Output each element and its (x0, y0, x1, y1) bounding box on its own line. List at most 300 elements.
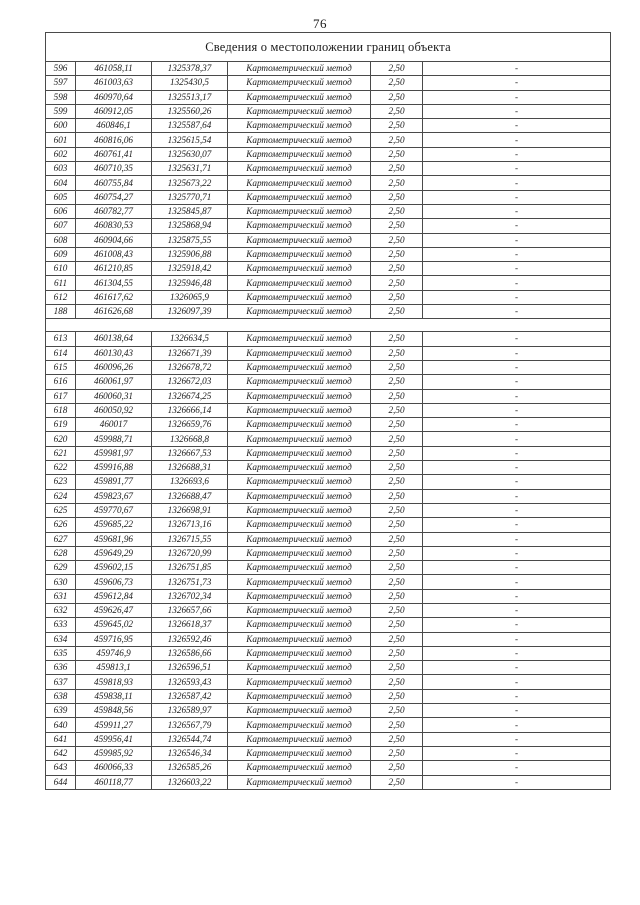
description-cell: - (423, 746, 611, 760)
precision-cell: 2,50 (371, 62, 423, 76)
section-separator-row (46, 319, 611, 332)
description-cell: - (423, 546, 611, 560)
coordinate-x-cell: 461617,62 (76, 290, 152, 304)
table-row (46, 176, 611, 190)
method-cell: Картометрический метод (228, 561, 371, 575)
precision-cell: 2,50 (371, 360, 423, 374)
method-cell: Картометрический метод (228, 204, 371, 218)
method-cell: Картометрический метод (228, 675, 371, 689)
method-cell: Картометрический метод (228, 147, 371, 161)
point-number-cell: 621 (46, 446, 76, 460)
method-cell: Картометрический метод (228, 618, 371, 632)
boundary-coordinates-table (45, 32, 611, 790)
table-row (46, 147, 611, 161)
coordinate-y-cell: 1326678,72 (152, 360, 228, 374)
coordinate-x-cell: 461003,63 (76, 76, 152, 90)
table-row (46, 247, 611, 261)
coordinate-y-cell: 1325560,26 (152, 104, 228, 118)
description-cell: - (423, 475, 611, 489)
point-number-cell: 602 (46, 147, 76, 161)
precision-cell: 2,50 (371, 332, 423, 346)
description-cell: - (423, 62, 611, 76)
coordinate-x-cell: 459813,1 (76, 661, 152, 675)
coordinate-x-cell: 459818,93 (76, 675, 152, 689)
method-cell: Картометрический метод (228, 532, 371, 546)
point-number-cell: 620 (46, 432, 76, 446)
precision-cell: 2,50 (371, 461, 423, 475)
description-cell: - (423, 276, 611, 290)
coordinate-y-cell: 1326668,8 (152, 432, 228, 446)
description-cell: - (423, 119, 611, 133)
table-row (46, 489, 611, 503)
coordinate-y-cell: 1325631,71 (152, 162, 228, 176)
coordinate-x-cell: 460060,31 (76, 389, 152, 403)
coordinate-x-cell: 459606,73 (76, 575, 152, 589)
method-cell: Картометрический метод (228, 346, 371, 360)
description-cell: - (423, 689, 611, 703)
table-row (46, 646, 611, 660)
table-row (46, 389, 611, 403)
description-cell: - (423, 233, 611, 247)
description-cell: - (423, 418, 611, 432)
description-cell: - (423, 761, 611, 775)
point-number-cell: 616 (46, 375, 76, 389)
precision-cell: 2,50 (371, 204, 423, 218)
description-cell: - (423, 262, 611, 276)
coordinate-y-cell: 1326751,85 (152, 561, 228, 575)
precision-cell: 2,50 (371, 646, 423, 660)
precision-cell: 2,50 (371, 375, 423, 389)
description-cell: - (423, 603, 611, 617)
coordinate-x-cell: 459602,15 (76, 561, 152, 575)
precision-cell: 2,50 (371, 147, 423, 161)
point-number-cell: 606 (46, 204, 76, 218)
point-number-cell: 634 (46, 632, 76, 646)
point-number-cell: 613 (46, 332, 76, 346)
precision-cell: 2,50 (371, 661, 423, 675)
method-cell: Картометрический метод (228, 518, 371, 532)
precision-cell: 2,50 (371, 76, 423, 90)
coordinate-x-cell: 459685,22 (76, 518, 152, 532)
coordinate-y-cell: 1326546,34 (152, 746, 228, 760)
coordinate-y-cell: 1326688,31 (152, 461, 228, 475)
description-cell: - (423, 162, 611, 176)
method-cell: Картометрический метод (228, 603, 371, 617)
table-row (46, 689, 611, 703)
coordinate-y-cell: 1326674,25 (152, 389, 228, 403)
coordinate-x-cell: 460912,05 (76, 104, 152, 118)
method-cell: Картометрический метод (228, 247, 371, 261)
coordinate-x-cell: 460130,43 (76, 346, 152, 360)
coordinate-y-cell: 1325918,42 (152, 262, 228, 276)
table-row (46, 219, 611, 233)
method-cell: Картометрический метод (228, 575, 371, 589)
precision-cell: 2,50 (371, 746, 423, 760)
description-cell: - (423, 332, 611, 346)
table-row (46, 718, 611, 732)
coordinate-y-cell: 1326596,51 (152, 661, 228, 675)
point-number-cell: 600 (46, 119, 76, 133)
table-row (46, 290, 611, 304)
method-cell: Картометрический метод (228, 119, 371, 133)
table-title-row (46, 33, 611, 62)
point-number-cell: 637 (46, 675, 76, 689)
coordinate-x-cell: 459716,95 (76, 632, 152, 646)
point-number-cell: 622 (46, 461, 76, 475)
coordinate-y-cell: 1325673,22 (152, 176, 228, 190)
description-cell: - (423, 176, 611, 190)
table-row (46, 76, 611, 90)
coordinate-x-cell: 460061,97 (76, 375, 152, 389)
method-cell: Картометрический метод (228, 375, 371, 389)
table-row (46, 603, 611, 617)
precision-cell: 2,50 (371, 90, 423, 104)
coordinate-x-cell: 459911,27 (76, 718, 152, 732)
description-cell: - (423, 446, 611, 460)
point-number-cell: 624 (46, 489, 76, 503)
table-row (46, 262, 611, 276)
precision-cell: 2,50 (371, 732, 423, 746)
point-number-cell: 632 (46, 603, 76, 617)
table-row (46, 190, 611, 204)
method-cell: Картометрический метод (228, 432, 371, 446)
precision-cell: 2,50 (371, 575, 423, 589)
precision-cell: 2,50 (371, 518, 423, 532)
description-cell: - (423, 290, 611, 304)
coordinate-x-cell: 461058,11 (76, 62, 152, 76)
coordinate-y-cell: 1326544,74 (152, 732, 228, 746)
coordinate-x-cell: 460782,77 (76, 204, 152, 218)
coordinate-y-cell: 1325513,17 (152, 90, 228, 104)
table-row (46, 62, 611, 76)
table-row (46, 589, 611, 603)
description-cell: - (423, 704, 611, 718)
coordinate-x-cell: 461304,55 (76, 276, 152, 290)
coordinate-x-cell: 459848,56 (76, 704, 152, 718)
precision-cell: 2,50 (371, 119, 423, 133)
coordinate-x-cell: 459746,9 (76, 646, 152, 660)
table-row (46, 233, 611, 247)
precision-cell: 2,50 (371, 305, 423, 319)
description-cell: - (423, 204, 611, 218)
point-number-cell: 609 (46, 247, 76, 261)
coordinate-y-cell: 1325587,64 (152, 119, 228, 133)
precision-cell: 2,50 (371, 262, 423, 276)
coordinate-y-cell: 1326671,39 (152, 346, 228, 360)
table-row (46, 661, 611, 675)
table-row (46, 732, 611, 746)
method-cell: Картометрический метод (228, 775, 371, 789)
table-row (46, 162, 611, 176)
method-cell: Картометрический метод (228, 76, 371, 90)
table-row (46, 375, 611, 389)
point-number-cell: 640 (46, 718, 76, 732)
description-cell: - (423, 632, 611, 646)
coordinate-x-cell: 459649,29 (76, 546, 152, 560)
precision-cell: 2,50 (371, 603, 423, 617)
coordinate-x-cell: 460830,53 (76, 219, 152, 233)
precision-cell: 2,50 (371, 276, 423, 290)
point-number-cell: 603 (46, 162, 76, 176)
description-cell: - (423, 561, 611, 575)
point-number-cell: 619 (46, 418, 76, 432)
precision-cell: 2,50 (371, 432, 423, 446)
method-cell: Картометрический метод (228, 133, 371, 147)
method-cell: Картометрический метод (228, 689, 371, 703)
separator-cell (46, 319, 611, 332)
point-number-cell: 612 (46, 290, 76, 304)
coordinate-x-cell: 460816,06 (76, 133, 152, 147)
table-row (46, 204, 611, 218)
point-number-cell: 626 (46, 518, 76, 532)
method-cell: Картометрический метод (228, 446, 371, 460)
coordinate-y-cell: 1325845,87 (152, 204, 228, 218)
point-number-cell: 638 (46, 689, 76, 703)
method-cell: Картометрический метод (228, 233, 371, 247)
coordinate-x-cell: 461008,43 (76, 247, 152, 261)
point-number-cell: 629 (46, 561, 76, 575)
precision-cell: 2,50 (371, 389, 423, 403)
description-cell: - (423, 346, 611, 360)
precision-cell: 2,50 (371, 418, 423, 432)
coordinate-x-cell: 459645,02 (76, 618, 152, 632)
point-number-cell: 188 (46, 305, 76, 319)
precision-cell: 2,50 (371, 290, 423, 304)
point-number-cell: 597 (46, 76, 76, 90)
coordinate-y-cell: 1326698,91 (152, 503, 228, 517)
coordinate-x-cell: 460755,84 (76, 176, 152, 190)
coordinate-y-cell: 1326702,34 (152, 589, 228, 603)
precision-cell: 2,50 (371, 133, 423, 147)
point-number-cell: 643 (46, 761, 76, 775)
table-row (46, 561, 611, 575)
method-cell: Картометрический метод (228, 475, 371, 489)
description-cell: - (423, 618, 611, 632)
point-number-cell: 598 (46, 90, 76, 104)
table-row (46, 133, 611, 147)
method-cell: Картометрический метод (228, 389, 371, 403)
table-row (46, 305, 611, 319)
precision-cell: 2,50 (371, 162, 423, 176)
coordinate-x-cell: 459981,97 (76, 446, 152, 460)
point-number-cell: 636 (46, 661, 76, 675)
coordinate-x-cell: 459916,88 (76, 461, 152, 475)
table-row (46, 104, 611, 118)
precision-cell: 2,50 (371, 475, 423, 489)
coordinate-x-cell: 460904,66 (76, 233, 152, 247)
point-number-cell: 604 (46, 176, 76, 190)
description-cell: - (423, 147, 611, 161)
coordinate-y-cell: 1326693,6 (152, 475, 228, 489)
method-cell: Картометрический метод (228, 104, 371, 118)
method-cell: Картометрический метод (228, 360, 371, 374)
point-number-cell: 630 (46, 575, 76, 589)
coordinate-y-cell: 1326587,42 (152, 689, 228, 703)
table-row (46, 775, 611, 789)
method-cell: Картометрический метод (228, 589, 371, 603)
description-cell: - (423, 718, 611, 732)
table-row (46, 632, 611, 646)
description-cell: - (423, 389, 611, 403)
coordinate-x-cell: 459956,41 (76, 732, 152, 746)
method-cell: Картометрический метод (228, 62, 371, 76)
coordinate-x-cell: 459612,84 (76, 589, 152, 603)
method-cell: Картометрический метод (228, 461, 371, 475)
coordinate-x-cell: 460017 (76, 418, 152, 432)
description-cell: - (423, 489, 611, 503)
coordinate-y-cell: 1326586,66 (152, 646, 228, 660)
point-number-cell: 605 (46, 190, 76, 204)
description-cell: - (423, 461, 611, 475)
coordinate-y-cell: 1326097,39 (152, 305, 228, 319)
method-cell: Картометрический метод (228, 761, 371, 775)
table-row (46, 418, 611, 432)
coordinate-x-cell: 459770,67 (76, 503, 152, 517)
table-row (46, 403, 611, 417)
coordinate-x-cell: 459626,47 (76, 603, 152, 617)
coordinate-x-cell: 460846,1 (76, 119, 152, 133)
method-cell: Картометрический метод (228, 190, 371, 204)
precision-cell: 2,50 (371, 561, 423, 575)
method-cell: Картометрический метод (228, 305, 371, 319)
precision-cell: 2,50 (371, 247, 423, 261)
method-cell: Картометрический метод (228, 90, 371, 104)
point-number-cell: 615 (46, 360, 76, 374)
precision-cell: 2,50 (371, 618, 423, 632)
description-cell: - (423, 375, 611, 389)
table-row (46, 618, 611, 632)
point-number-cell: 614 (46, 346, 76, 360)
coordinate-x-cell: 459838,11 (76, 689, 152, 703)
precision-cell: 2,50 (371, 632, 423, 646)
point-number-cell: 617 (46, 389, 76, 403)
method-cell: Картометрический метод (228, 219, 371, 233)
precision-cell: 2,50 (371, 346, 423, 360)
method-cell: Картометрический метод (228, 632, 371, 646)
description-cell: - (423, 661, 611, 675)
point-number-cell: 628 (46, 546, 76, 560)
coordinate-y-cell: 1326567,79 (152, 718, 228, 732)
table-row (46, 503, 611, 517)
precision-cell: 2,50 (371, 503, 423, 517)
coordinate-y-cell: 1325875,55 (152, 233, 228, 247)
method-cell: Картометрический метод (228, 290, 371, 304)
coordinate-x-cell: 461210,85 (76, 262, 152, 276)
coordinate-y-cell: 1326657,66 (152, 603, 228, 617)
coordinate-x-cell: 459681,96 (76, 532, 152, 546)
description-cell: - (423, 360, 611, 374)
coordinate-y-cell: 1326585,26 (152, 761, 228, 775)
coordinate-x-cell: 460710,35 (76, 162, 152, 176)
precision-cell: 2,50 (371, 104, 423, 118)
point-number-cell: 608 (46, 233, 76, 247)
coordinate-y-cell: 1326618,37 (152, 618, 228, 632)
description-cell: - (423, 190, 611, 204)
point-number-cell: 625 (46, 503, 76, 517)
method-cell: Картометрический метод (228, 418, 371, 432)
description-cell: - (423, 90, 611, 104)
coordinate-y-cell: 1326593,43 (152, 675, 228, 689)
point-number-cell: 639 (46, 704, 76, 718)
coordinate-y-cell: 1326592,46 (152, 632, 228, 646)
table-row (46, 432, 611, 446)
method-cell: Картометрический метод (228, 489, 371, 503)
table-row (46, 346, 611, 360)
coordinate-y-cell: 1326667,53 (152, 446, 228, 460)
coordinate-y-cell: 1326666,14 (152, 403, 228, 417)
table-row (46, 276, 611, 290)
description-cell: - (423, 305, 611, 319)
description-cell: - (423, 403, 611, 417)
description-cell: - (423, 646, 611, 660)
precision-cell: 2,50 (371, 761, 423, 775)
point-number-cell: 642 (46, 746, 76, 760)
coordinate-y-cell: 1325430,5 (152, 76, 228, 90)
point-number-cell: 607 (46, 219, 76, 233)
coordinate-y-cell: 1326713,16 (152, 518, 228, 532)
coordinate-x-cell: 459985,92 (76, 746, 152, 760)
precision-cell: 2,50 (371, 775, 423, 789)
precision-cell: 2,50 (371, 403, 423, 417)
coordinate-y-cell: 1325770,71 (152, 190, 228, 204)
point-number-cell: 635 (46, 646, 76, 660)
description-cell: - (423, 518, 611, 532)
description-cell: - (423, 432, 611, 446)
method-cell: Картометрический метод (228, 746, 371, 760)
description-cell: - (423, 503, 611, 517)
precision-cell: 2,50 (371, 219, 423, 233)
coordinate-y-cell: 1326603,22 (152, 775, 228, 789)
coordinate-x-cell: 460138,64 (76, 332, 152, 346)
table-row (46, 761, 611, 775)
point-number-cell: 611 (46, 276, 76, 290)
coordinate-y-cell: 1326715,55 (152, 532, 228, 546)
precision-cell: 2,50 (371, 446, 423, 460)
coordinate-y-cell: 1325630,07 (152, 147, 228, 161)
description-cell: - (423, 589, 611, 603)
method-cell: Картометрический метод (228, 162, 371, 176)
table-row (46, 90, 611, 104)
table-row (46, 461, 611, 475)
coordinate-y-cell: 1326672,03 (152, 375, 228, 389)
description-cell: - (423, 76, 611, 90)
method-cell: Картометрический метод (228, 276, 371, 290)
table-title: Сведения о местоположении границ объекта (46, 33, 611, 62)
table-row (46, 546, 611, 560)
description-cell: - (423, 675, 611, 689)
table-row (46, 675, 611, 689)
page-number: 76 (313, 16, 327, 31)
description-cell: - (423, 732, 611, 746)
coordinate-x-cell: 459823,67 (76, 489, 152, 503)
description-cell: - (423, 219, 611, 233)
coordinate-y-cell: 1325868,94 (152, 219, 228, 233)
precision-cell: 2,50 (371, 532, 423, 546)
table-row (46, 575, 611, 589)
coordinate-x-cell: 460096,26 (76, 360, 152, 374)
coordinate-y-cell: 1325615,54 (152, 133, 228, 147)
table-row (46, 746, 611, 760)
table-row (46, 475, 611, 489)
method-cell: Картометрический метод (228, 704, 371, 718)
coordinate-x-cell: 459891,77 (76, 475, 152, 489)
method-cell: Картометрический метод (228, 403, 371, 417)
precision-cell: 2,50 (371, 176, 423, 190)
coordinate-x-cell: 460118,77 (76, 775, 152, 789)
point-number-cell: 596 (46, 62, 76, 76)
coordinate-y-cell: 1326720,99 (152, 546, 228, 560)
coordinate-x-cell: 460761,41 (76, 147, 152, 161)
